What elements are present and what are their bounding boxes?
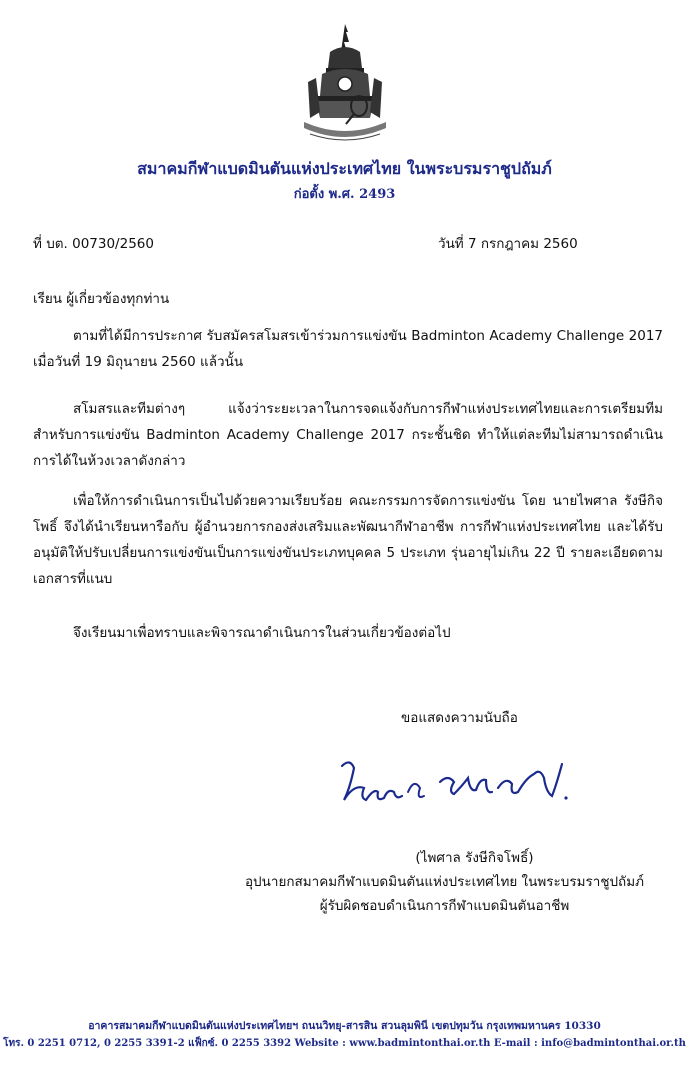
handwritten-signature xyxy=(330,748,580,818)
footer-contact: โทร. 0 2251 0712, 0 2255 3391-2 แฟ็กซ์. 0 2255 3392 Website : www.badmintonthai.or.th E-mail : info@badmintonthai.or.th xyxy=(3,1038,686,1049)
letterhead-founded: ก่อตั้ง พ.ศ. 2493 xyxy=(293,187,396,202)
paragraph-2 xyxy=(33,396,663,474)
letter-date: วันที่ 7 กรกฎาคม 2560 xyxy=(438,236,578,252)
letterhead-org-name: สมาคมกีฬาแบดมินตันแห่งประเทศไทย ในพระบรมราชูปถัมภ์ xyxy=(137,159,552,178)
signer-role: ผู้รับผิดชอบดำเนินการกีฬาแบดมินตันอาชีพ xyxy=(319,898,570,914)
paragraph-1-text: ตามที่ได้มีการประกาศ รับสมัครสโมสรเข้าร่วมการแข่งขัน Badminton Academy Challenge 2017 เมื่อวันที่ 19 มิถุนายน 2560 แล้วนั้น xyxy=(33,328,663,370)
signer-name: (ไพศาล รังษีกิจโพธิ์) xyxy=(415,850,534,866)
paragraph-4 xyxy=(33,620,663,646)
paragraph-3 xyxy=(33,488,663,592)
paragraph-1 xyxy=(33,323,663,375)
paragraph-3-text: เพื่อให้การดำเนินการเป็นไปด้วยความเรียบร้อย คณะกรรมการจัดการแข่งขัน โดย นายไพศาล รังษีกิจโพธิ์ จึงได้นำเรียนหารือกับ ผู้อำนวยการกองส่งเสริมและพัฒนากีฬาอาชีพ การกีฬาแห่งประเทศไทย และได้รับอนุมัติให้ปรับเปลี่ยนการแข่งขันเป็นการแข่งขันประเภทบุคคล 5 ประเภท รุ่นอายุไม่เกิน 22 ปี รายละเอียดตามเอกสารที่แนบ xyxy=(33,493,663,587)
salutation: เรียน ผู้เกี่ยวข้องทุกท่าน xyxy=(33,291,170,307)
paragraph-2-text: สโมสรและทีมต่างๆ แจ้งว่าระยะเวลาในการจดแจ้งกับการกีฬาแห่งประเทศไทยและการเตรียมทีมสำหรับการแข่งขัน Badminton Academy Challenge 2017 กระชั้นชิด ทำให้แต่ละทีมไม่สามารถดำเนินการได้ในห้วงเวลาดังกล่าว xyxy=(33,401,663,469)
reference-number: ที่ บต. 00730/2560 xyxy=(33,236,154,252)
paragraph-4-text: จึงเรียนมาเพื่อทราบและพิจารณาดำเนินการในส่วนเกี่ยวข้องต่อไป xyxy=(73,625,451,641)
footer-address: อาคารสมาคมกีฬาแบดมินตันแห่งประเทศไทยฯ ถนนวิทยุ-สารสิน สวนลุมพินี เขตปทุมวัน กรุงเทพมหานคร 10330 xyxy=(88,1020,601,1032)
closing: ขอแสดงความนับถือ xyxy=(401,710,518,726)
association-emblem-logo xyxy=(286,22,404,152)
signer-position: อุปนายกสมาคมกีฬาแบดมินตันแห่งประเทศไทย ในพระบรมราชูปถัมภ์ xyxy=(244,874,645,890)
